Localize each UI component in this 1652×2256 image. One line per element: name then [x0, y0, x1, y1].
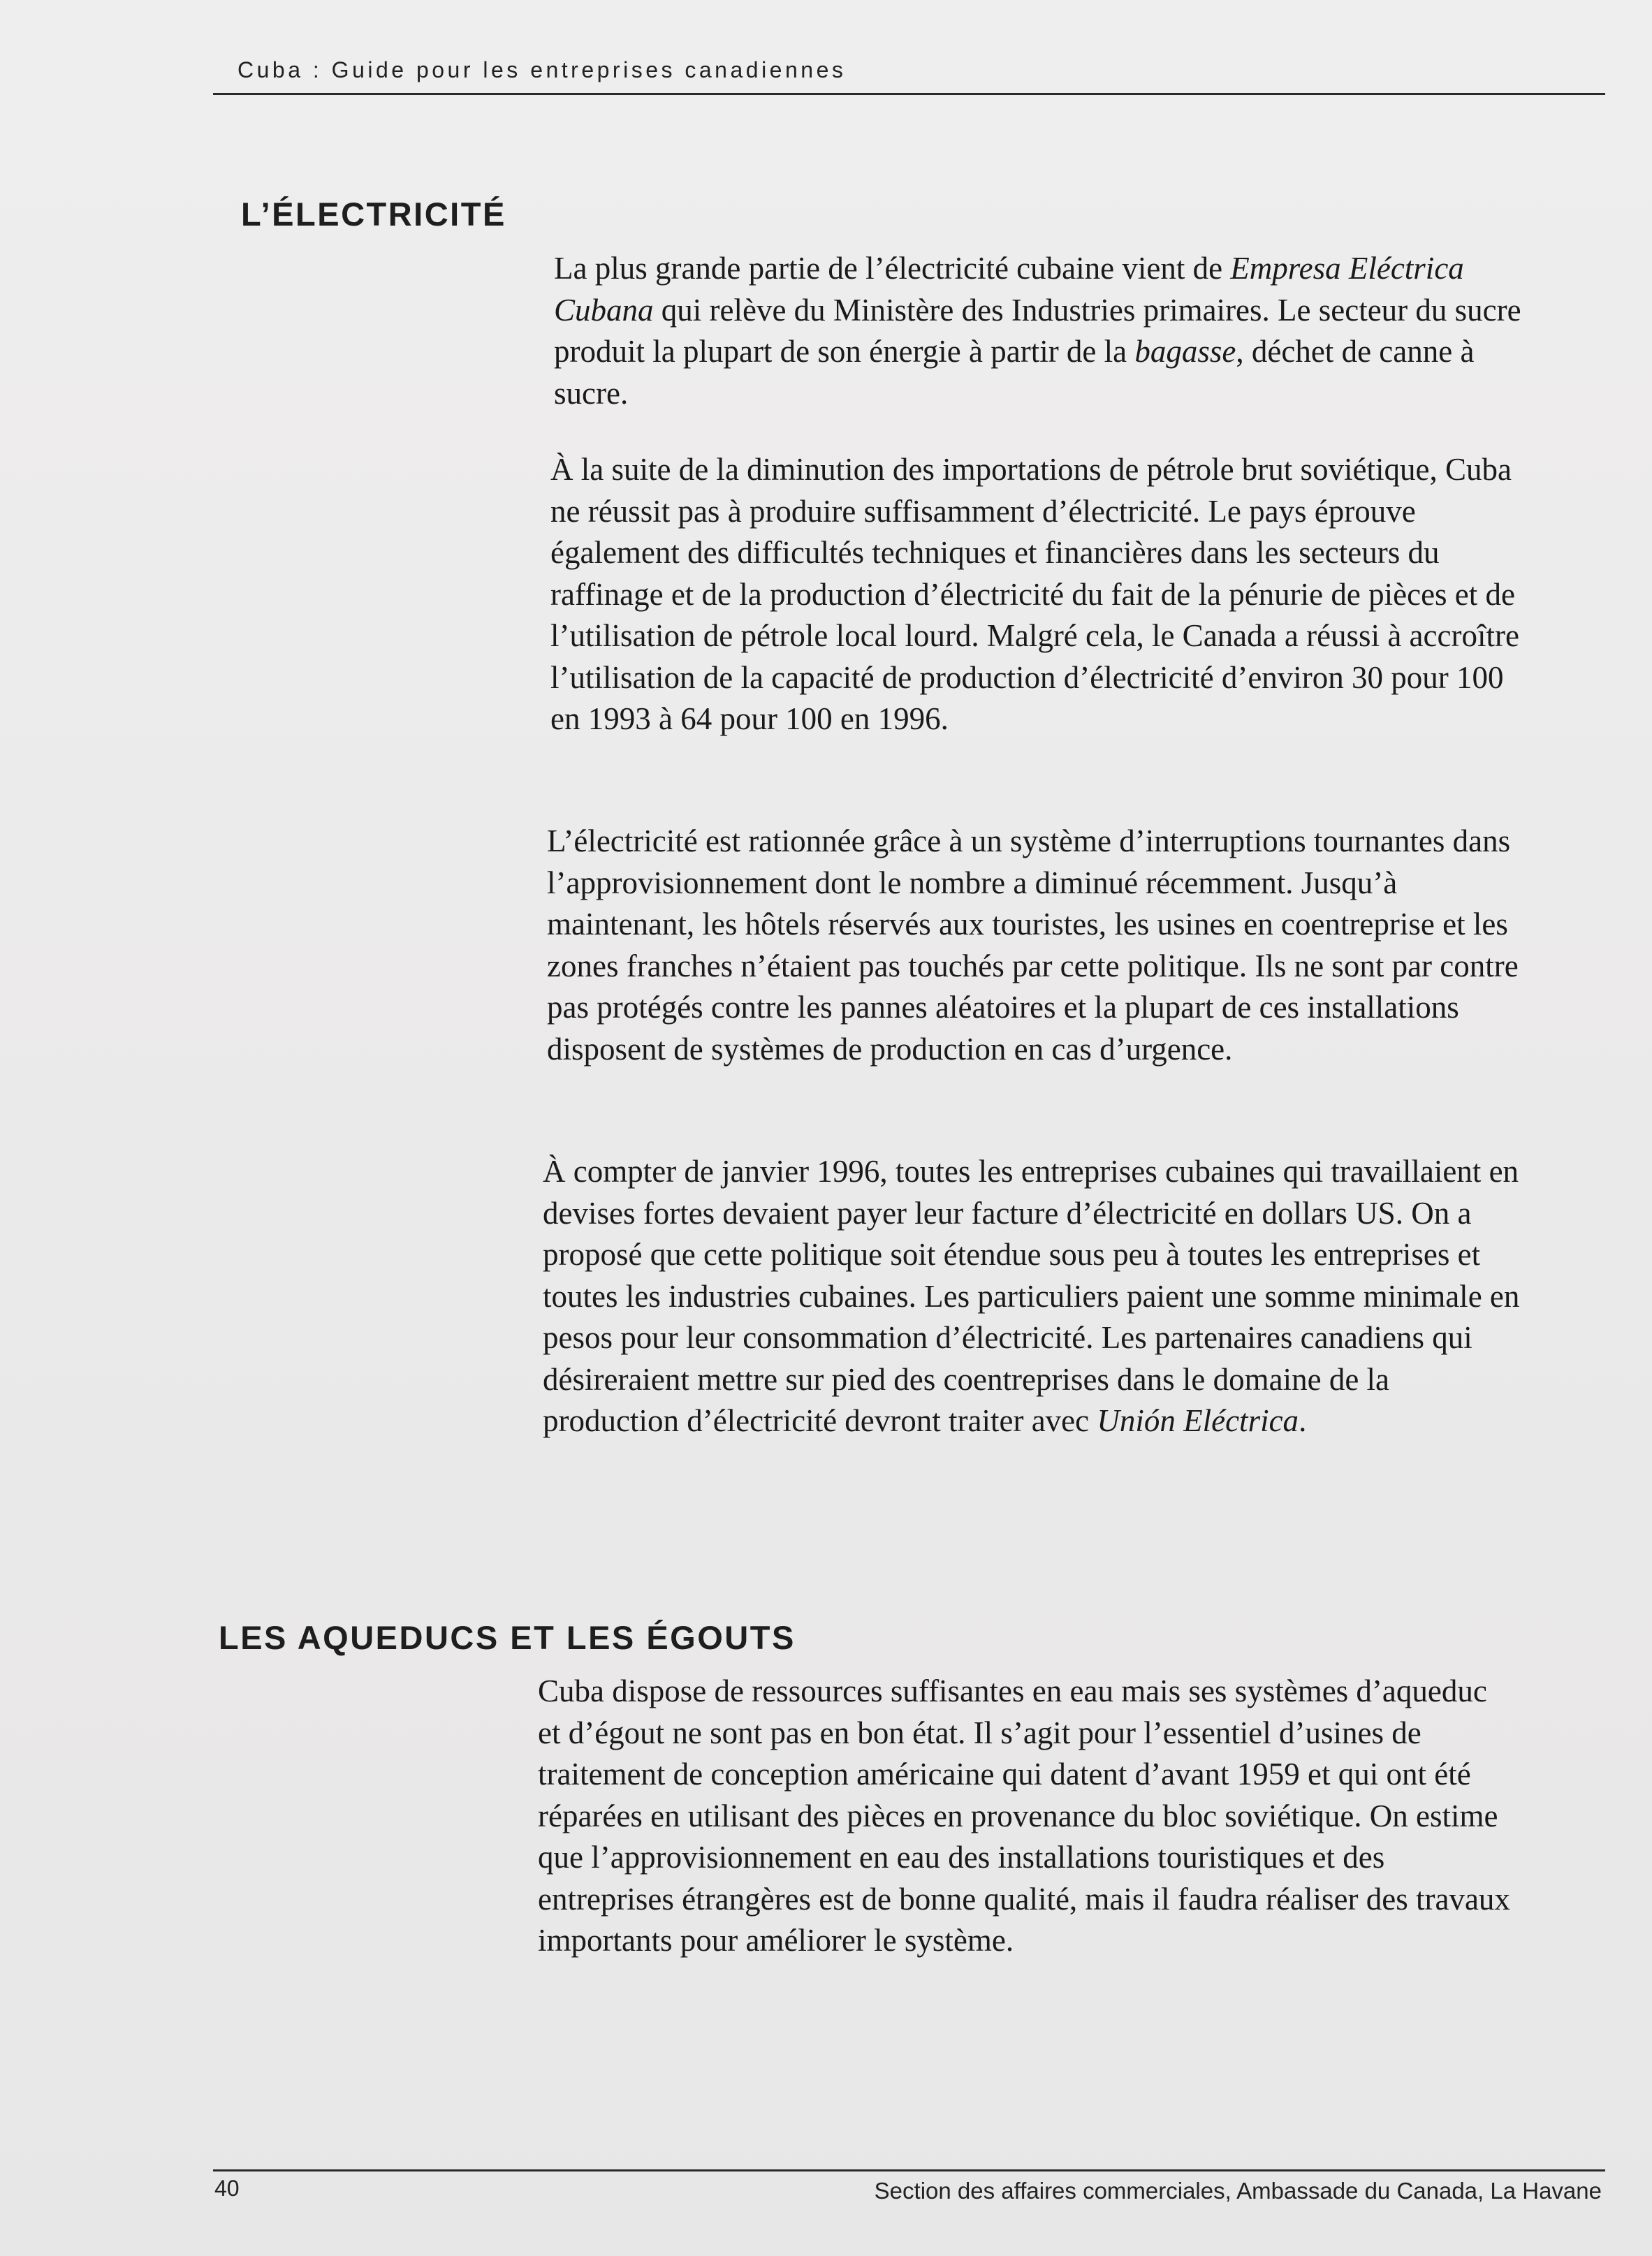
text-segment: . — [1299, 1403, 1307, 1438]
section-heading-water: LES AQUEDUCS ET LES ÉGOUTS — [219, 1619, 796, 1656]
text-segment: Cuba dispose de ressources suffisantes en eau mais ses systèmes d’aqueduc et d’égout ne sont pas en bon état. Il s’agit pour l’essentiel d’usines de traitement de conception américaine qui datent d’avant 1959 et qui ont été réparées en utilisant des pièces en provenance du bloc soviétique. On estime que l’approvisionnement en eau des installations touristiques et des entreprises étrangères est de bonne qualité, mais il faudra réaliser des travaux importants pour améliorer le système. — [538, 1673, 1510, 1958]
page-number: 40 — [214, 2176, 240, 2201]
text-segment: L’électricité est rationnée grâce à un système d’interruptions tournantes dans l’approvisionnement dont le nombre a diminué récemment. Jusqu’à maintenant, les hôtels réservés aux touristes, les usines en coentreprise et les zones franches n’étaient pas touchés par cette politique. Ils ne sont par contre pas protégés contre les pannes aléatoires et la plupart de ces installations disposent de systèmes de production en cas d’urgence. — [547, 823, 1519, 1067]
italic-text: Unión Eléctrica — [1097, 1403, 1299, 1438]
paragraph — [550, 449, 1528, 740]
text-segment: À compter de janvier 1996, toutes les entreprises cubaines qui travaillaient en devises fortes devaient payer leur facture d’électricité en dollars US. On a proposé que cette politique soit étendue sous peu à toutes les entreprises et toutes les industries cubaines. Les particuliers paient une somme minimale en pesos pour leur consommation d’électricité. Les partenaires canadiens qui désireraient mettre sur pied des coentreprises dans le domaine de la production d’électricité devront traiter avec — [543, 1154, 1520, 1438]
header-rule — [213, 93, 1605, 95]
italic-text: bagasse — [1134, 334, 1236, 369]
paragraph — [538, 1671, 1516, 1962]
footer-source: Section des affaires commerciales, Ambassade du Canada, La Havane — [874, 2178, 1602, 2204]
paragraph — [547, 821, 1525, 1070]
footer-rule — [213, 2169, 1605, 2171]
text-segment: À la suite de la diminution des importations de pétrole brut soviétique, Cuba ne réussit pas à produire suffisamment d’électricité. Le pays éprouve également des difficultés techniques et financières dans les secteurs du raffinage et de la production d’électricité du fait de la pénurie de pièces et de l’utilisation de pétrole local lourd. Malgré cela, le Canada a réussi à accroître l’utilisation de la capacité de production d’électricité d’environ 30 pour 100 en 1993 à 64 pour 100 en 1996. — [550, 452, 1519, 736]
section-heading-electricity: L’ÉLECTRICITÉ — [241, 196, 506, 233]
italic-text: Empresa Eléctrica Cubana — [554, 251, 1464, 328]
paragraph — [554, 248, 1532, 414]
text-segment: qui relève du Ministère des Industries primaires. Le secteur du sucre produit la plupart de son énergie à partir de la — [554, 292, 1521, 369]
paragraph — [543, 1151, 1521, 1442]
running-header: Cuba : Guide pour les entreprises canadiennes — [237, 57, 847, 82]
text-segment: La plus grande partie de l’électricité cubaine vient de — [554, 251, 1231, 286]
text-segment: , déchet de canne à sucre. — [554, 334, 1475, 411]
